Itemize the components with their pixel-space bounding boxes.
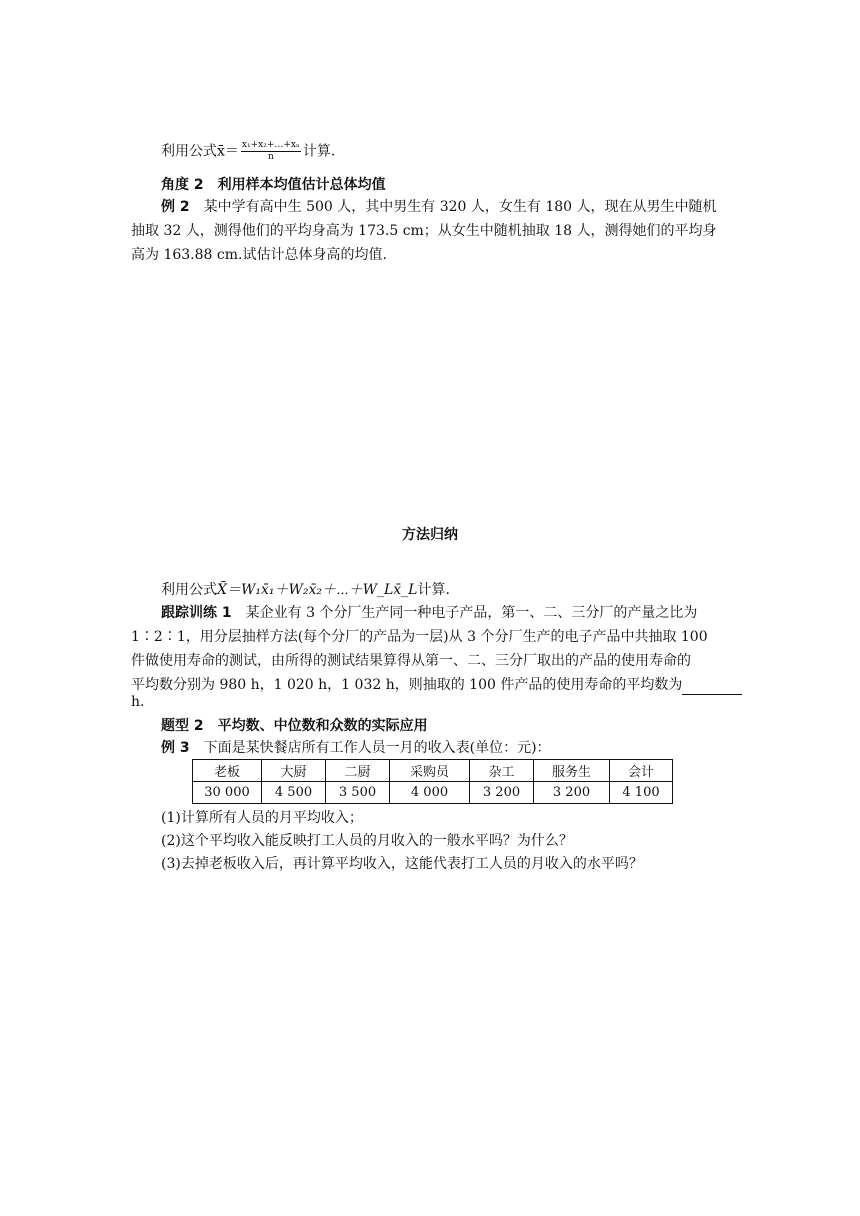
practice1-line-3: 件做使用寿命的测试，由所得的测试结果算得从第一、二、三分厂取出的产品的使用寿命的 <box>131 653 691 669</box>
formula-numerator: x₁+x₂+…+xₙ <box>241 140 300 150</box>
formula-equals: ＝ <box>224 143 239 160</box>
table-value-cell: 30 000 <box>193 782 262 804</box>
example2-line-1 <box>161 197 717 217</box>
formula-line-2 <box>161 580 450 600</box>
angle2-heading: 角度 2 利用样本均值估计总体均值 <box>161 177 386 193</box>
table-value-cell: 3 200 <box>470 782 534 804</box>
table-value-cell: 4 000 <box>390 782 470 804</box>
formula-suffix: 计算. <box>302 143 336 160</box>
formula2-expression: X̄＝W₁x̄₁＋W₂x̄₂＋⋯＋W_Lx̄_L <box>217 582 418 598</box>
practice1-text-1: 某企业有 3 个分厂生产同一种电子产品，第一、二、三分厂的产量之比为 <box>245 605 698 621</box>
table-header-cell: 老板 <box>193 760 262 782</box>
table-header-cell: 服务生 <box>534 760 610 782</box>
income-table <box>192 759 673 804</box>
type2-heading: 题型 2 平均数、中位数和众数的实际应用 <box>161 718 428 734</box>
method-heading: 方法归纳 <box>402 527 458 543</box>
formula-line-1 <box>161 140 335 163</box>
practice1-label: 跟踪训练 1 <box>161 605 232 621</box>
income-table-header-row <box>193 760 673 782</box>
practice1-line-4 <box>131 675 742 695</box>
table-value-cell: 4 500 <box>262 782 326 804</box>
table-value-cell: 3 500 <box>326 782 390 804</box>
practice1-line-5: h. <box>131 694 145 710</box>
example3-question-1: (1)计算所有人员的月平均收入； <box>161 810 363 826</box>
table-header-cell: 杂工 <box>470 760 534 782</box>
example2-line-2: 抽取 32 人，测得他们的平均身高为 173.5 cm；从女生中随机抽取 18 人，测得她们的平均身 <box>131 223 717 239</box>
example3-line-1 <box>161 738 551 758</box>
formula-prefix: 利用公式 <box>161 143 217 160</box>
practice1-line-1 <box>161 603 697 623</box>
formula-denominator: n <box>267 152 274 162</box>
example2-line-3: 高为 163.88 cm.试估计总体身高的均值. <box>131 247 387 263</box>
table-header-cell: 大厨 <box>262 760 326 782</box>
formula-fraction <box>241 140 301 163</box>
formula-xbar: x̄ <box>217 143 225 160</box>
example2-label: 例 2 <box>161 199 190 215</box>
example3-question-2: (2)这个平均收入能反映打工人员的月收入的一般水平吗？为什么？ <box>161 833 573 849</box>
formula2-prefix: 利用公式 <box>161 582 217 598</box>
example3-label: 例 3 <box>161 740 190 756</box>
example3-intro: 下面是某快餐店所有工作人员一月的收入表(单位：元)： <box>203 740 551 756</box>
formula2-suffix: 计算. <box>417 582 450 598</box>
example2-text-1: 某中学有高中生 500 人，其中男生有 320 人，女生有 180 人，现在从男生中随机 <box>203 199 717 215</box>
example3-question-3: (3)去掉老板收入后，再计算平均收入，这能代表打工人员的月收入的水平吗？ <box>161 856 643 872</box>
table-value-cell: 4 100 <box>610 782 673 804</box>
practice1-text-4: 平均数分别为 980 h，1 020 h，1 032 h，则抽取的 100 件产品的使用寿命的平均数为 <box>131 677 683 693</box>
table-header-cell: 采购员 <box>390 760 470 782</box>
income-table-value-row <box>193 782 673 804</box>
answer-blank[interactable] <box>682 680 742 695</box>
table-value-cell: 3 200 <box>534 782 610 804</box>
practice1-line-2: 1∶2∶1，用分层抽样方法(每个分厂的产品为一层)从 3 个分厂生产的电子产品中共抽取 100 <box>131 629 708 645</box>
table-header-cell: 二厨 <box>326 760 390 782</box>
table-header-cell: 会计 <box>610 760 673 782</box>
